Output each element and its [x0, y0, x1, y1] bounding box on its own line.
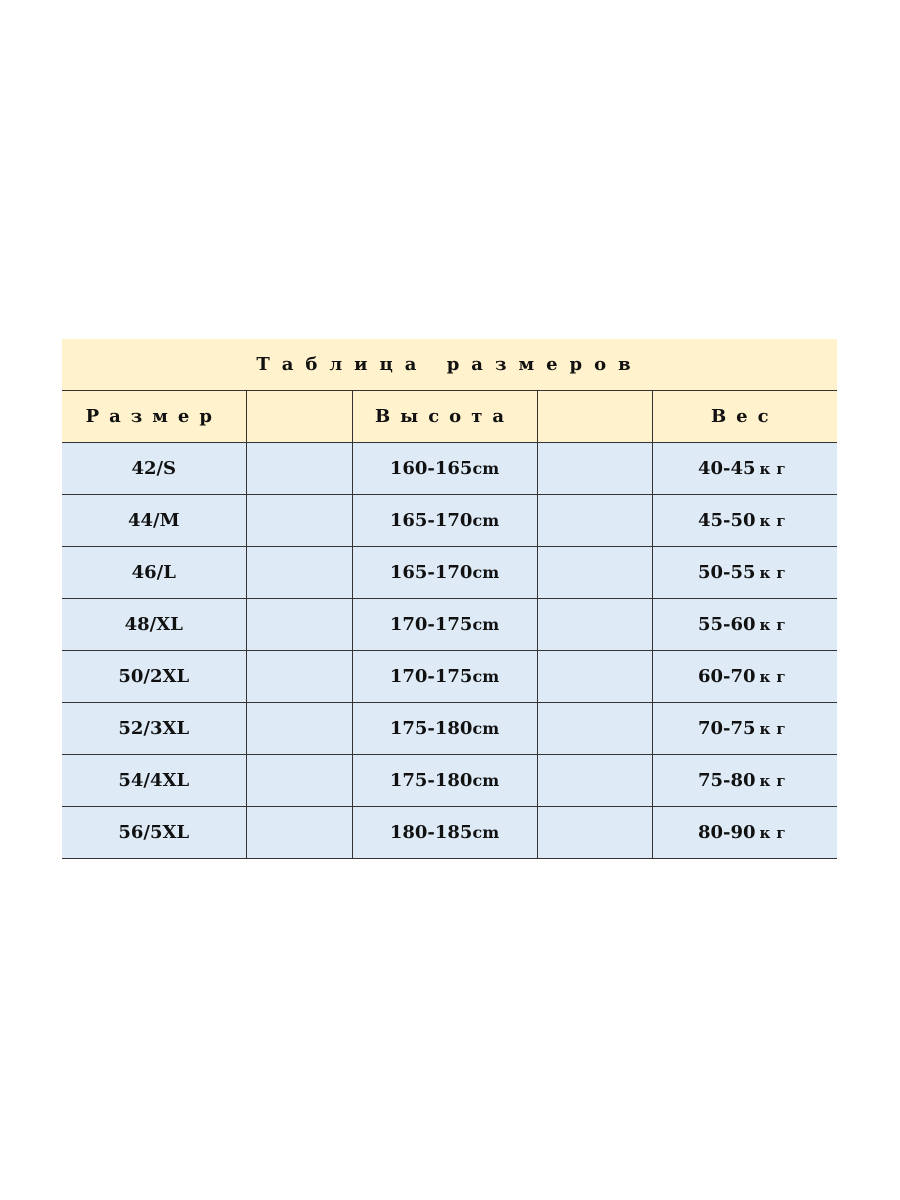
height-value: 170-175: [389, 666, 473, 687]
weight-value: 60-70: [697, 666, 756, 687]
table-row: [62, 443, 837, 495]
weight-value: 45-50: [697, 510, 756, 531]
empty-cell: [537, 703, 652, 755]
table-row: [62, 651, 837, 703]
empty-cell: [537, 807, 652, 859]
empty-cell: [246, 703, 352, 755]
table-row: [62, 807, 837, 859]
size-cell: 48/XL: [62, 599, 246, 651]
weight-unit: кг: [759, 824, 792, 842]
weight-unit: кг: [759, 564, 792, 582]
height-cell: [352, 547, 537, 599]
size-cell: 50/2XL: [62, 651, 246, 703]
weight-unit: кг: [759, 720, 792, 738]
weight-unit: кг: [759, 512, 792, 530]
size-cell: 52/3XL: [62, 703, 246, 755]
header-weight: Вес: [652, 391, 837, 443]
empty-cell: [246, 443, 352, 495]
empty-cell: [246, 599, 352, 651]
weight-value: 75-80: [697, 770, 756, 791]
empty-cell: [537, 755, 652, 807]
size-chart: [62, 339, 837, 859]
header-size: Размер: [62, 391, 246, 443]
table-row: [62, 599, 837, 651]
empty-cell: [246, 651, 352, 703]
table-row: [62, 495, 837, 547]
height-value: 160-165: [389, 458, 473, 479]
table-title: Таблица размеров: [62, 339, 837, 391]
weight-unit: кг: [759, 772, 792, 790]
empty-cell: [246, 755, 352, 807]
weight-cell: [652, 599, 837, 651]
height-cell: [352, 651, 537, 703]
size-cell: 46/L: [62, 547, 246, 599]
weight-unit: кг: [759, 616, 792, 634]
weight-cell: [652, 443, 837, 495]
table-row: [62, 755, 837, 807]
height-value: 175-180: [389, 770, 473, 791]
title-row: [62, 339, 837, 391]
empty-cell: [537, 495, 652, 547]
size-cell: 42/S: [62, 443, 246, 495]
header-empty-1: [246, 391, 352, 443]
height-unit: cm: [472, 563, 500, 582]
header-height: Высота: [352, 391, 537, 443]
weight-cell: [652, 807, 837, 859]
height-value: 180-185: [389, 822, 473, 843]
weight-value: 80-90: [697, 822, 756, 843]
weight-unit: кг: [759, 460, 792, 478]
height-value: 175-180: [389, 718, 473, 739]
height-unit: cm: [472, 459, 500, 478]
weight-value: 50-55: [697, 562, 756, 583]
size-cell: 44/M: [62, 495, 246, 547]
height-unit: cm: [472, 823, 500, 842]
height-value: 170-175: [389, 614, 473, 635]
weight-cell: [652, 755, 837, 807]
height-value: 165-170: [389, 562, 473, 583]
weight-value: 40-45: [697, 458, 756, 479]
weight-cell: [652, 651, 837, 703]
size-cell: 56/5XL: [62, 807, 246, 859]
table-row: [62, 547, 837, 599]
height-cell: [352, 807, 537, 859]
height-cell: [352, 703, 537, 755]
weight-unit: кг: [759, 668, 792, 686]
weight-cell: [652, 547, 837, 599]
size-table: [62, 339, 837, 859]
height-unit: cm: [472, 719, 500, 738]
header-empty-2: [537, 391, 652, 443]
empty-cell: [246, 547, 352, 599]
size-cell: 54/4XL: [62, 755, 246, 807]
header-row: [62, 391, 837, 443]
empty-cell: [537, 443, 652, 495]
empty-cell: [246, 495, 352, 547]
height-unit: cm: [472, 667, 500, 686]
height-unit: cm: [472, 615, 500, 634]
weight-value: 70-75: [697, 718, 756, 739]
empty-cell: [537, 599, 652, 651]
weight-cell: [652, 703, 837, 755]
height-cell: [352, 599, 537, 651]
table-row: [62, 703, 837, 755]
height-cell: [352, 443, 537, 495]
empty-cell: [537, 547, 652, 599]
height-cell: [352, 495, 537, 547]
height-unit: cm: [472, 771, 500, 790]
height-unit: cm: [472, 511, 500, 530]
height-value: 165-170: [389, 510, 473, 531]
weight-cell: [652, 495, 837, 547]
height-cell: [352, 755, 537, 807]
empty-cell: [246, 807, 352, 859]
weight-value: 55-60: [697, 614, 756, 635]
empty-cell: [537, 651, 652, 703]
